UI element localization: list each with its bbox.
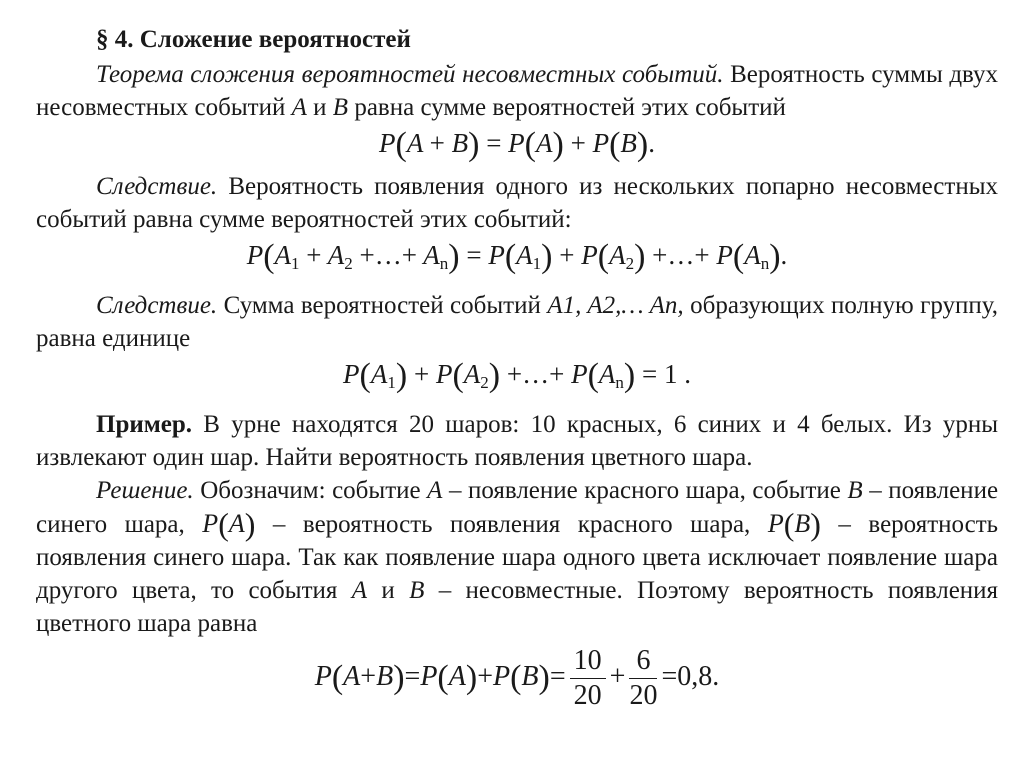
formula-sum-n: $P(A_1 + A_2$ +…+ $A_n) = P(A_1) + P(A_2)$ +…+ $P(A_n)$. — [246, 238, 788, 275]
solution-var-b: B — [847, 477, 863, 504]
solution-text-6: – несовместные. Поэтому вероятность появления цветного шара равна — [36, 577, 999, 637]
theorem-paragraph — [36, 58, 998, 124]
solution-var-a-2: A — [351, 577, 367, 604]
corollary1-text: Вероятность появления одного из нескольких попарно несовместных событий равна сумме вероятностей этих событий: — [36, 173, 999, 233]
theorem-var-b: B — [332, 94, 349, 121]
fraction-red-numerator: 10 — [570, 644, 606, 679]
theorem-var-a: A — [291, 94, 307, 121]
corollary2-text-2: образующих полную группу, равна единице — [36, 292, 999, 352]
corollary2-events: A1, A2,… An, — [547, 292, 684, 319]
solution-text-2: – появление красного шара, событие — [448, 477, 841, 504]
inline-pa: P(A) — [202, 506, 256, 542]
solution-var-b-2: B — [409, 577, 425, 604]
corollary1-label: Следствие. — [96, 173, 218, 200]
theorem-and: и — [313, 94, 327, 121]
fraction-blue — [629, 644, 657, 713]
theorem-label: Теорема сложения вероятностей несовместных событий. — [96, 61, 724, 88]
formula-final-calc: P(A+B)=P(A)+P(B)= $\frac{10}{20}$ + $\frac{6}{20}$ =0,8. — [314, 645, 720, 711]
solution-text-4: – вероятность появления красного шара, — [272, 511, 751, 538]
solution-label: Решение. — [96, 477, 194, 504]
fraction-red — [570, 644, 606, 713]
fraction-blue-denominator: 20 — [629, 680, 658, 711]
fraction-red-denominator: 20 — [573, 680, 602, 711]
example-label: Пример. — [96, 411, 193, 438]
final-result: 0,8 — [677, 660, 713, 692]
formula-full-group: $P(A_1) + P(A_2)$ +…+ $P(A_n) = 1$ . — [343, 357, 691, 394]
theorem-text-1: Вероятность суммы двух несовместных событий — [36, 61, 999, 121]
example-paragraph — [36, 408, 998, 474]
corollary2-paragraph — [36, 289, 998, 355]
formula-sum-two: P(A + B) = P(A) + P(B). — [379, 126, 655, 163]
document-page — [36, 22, 998, 713]
corollary1-paragraph — [36, 170, 998, 236]
corollary2-label: Следствие. — [96, 292, 218, 319]
solution-text-3: – появление синего шара, — [36, 477, 999, 538]
fraction-blue-numerator: 6 — [629, 644, 657, 679]
solution-var-a: A — [427, 477, 443, 504]
example-text: В урне находятся 20 шаров: 10 красных, 6 синих и 4 белых. Из урны извлекают один шар. Найти вероятность появления цветного шара. — [36, 411, 999, 471]
corollary2-text-1: Сумма вероятностей событий — [223, 292, 541, 319]
inline-pb: P(B) — [767, 506, 821, 542]
section-title: § 4. Сложение вероятностей — [96, 26, 411, 53]
theorem-text-2: равна сумме вероятностей этих событий — [354, 94, 786, 121]
solution-and: и — [381, 577, 395, 604]
solution-paragraph — [36, 474, 998, 640]
solution-text-1: Обозначим: событие — [200, 477, 421, 504]
solution-text-5: – вероятность появления синего шара. Так как появление шара одного цвета исключает появление шара другого цвета, то события — [36, 511, 999, 604]
